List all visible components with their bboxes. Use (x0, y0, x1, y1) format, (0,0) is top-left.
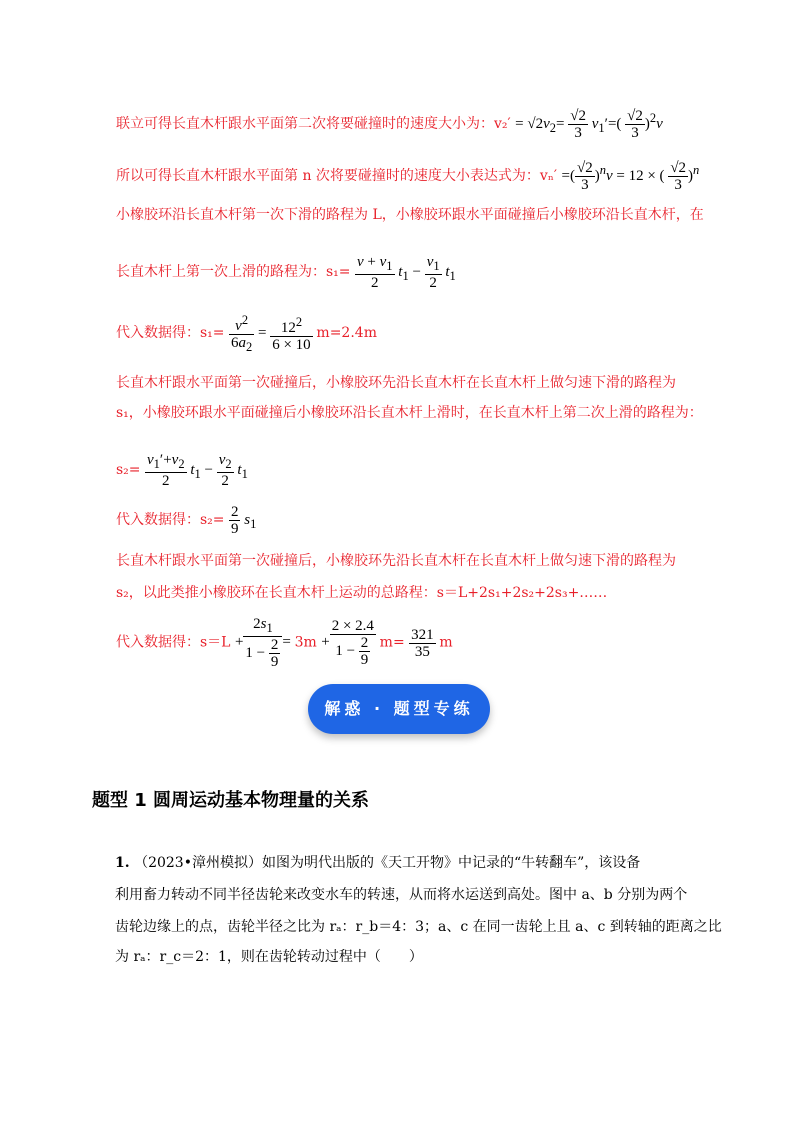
solution-line-7: s₁，小橡胶环跟水平面碰撞后小橡胶环沿长直木杆上滑时，在长直木杆上第二次上滑的路程为： (116, 405, 703, 421)
formula-v2: = $√2v_2=$ $\frac{√2}{3}$ $v_1'=$( $\frac{√2}{3}$ )$^2$v (515, 108, 663, 141)
question-number: 1. (115, 855, 130, 871)
question-line-1: 1. （2023•漳州模拟）如图为明代出版的《天工开物》中记录的“牛转翻车”，该设备 (115, 855, 641, 871)
solution-line-6: 长直木杆跟水平面第一次碰撞后，小橡胶环先沿长直木杆在长直木杆上做匀速下滑的路程为 (116, 375, 676, 391)
section-button[interactable]: 解惑 · 题型专练 (308, 684, 490, 734)
formula-vn: =( $\frac{√2}{3}$ )$^n$v = 12 × ( $\frac{√2}{3}$ )$^n$ (561, 160, 700, 193)
formula-s1-value: $\frac{v^2}{6a_2}$ = $\frac{12^2}{6 \times 10}$ (230, 313, 311, 354)
solution-line-3: 小橡胶环沿长直木杆第一次下滑的路程为 L，小橡胶环跟水平面碰撞后小橡胶环沿长直木杆，在 (116, 207, 704, 223)
solution-line-8: s₂= $\frac{v_1'+v_2}{2}$ $t_1$ − $\frac{v_2}{2}$ $t_1$ (116, 452, 248, 489)
formula-s2: $\frac{v_1'+v_2}{2}$ $t_1$ − $\frac{v_2}{2}$ $t_1$ (146, 452, 248, 489)
question-line-4: 为 rₐ：r_c＝2：1，则在齿轮转动过程中（ ） (115, 949, 423, 965)
question-line-2: 利用畜力转动不同半径齿轮来改变水车的转速，从而将水运送到高处。图中 a、b 分别为两个 (115, 887, 688, 903)
formula-s-total-2: + 2 × 2.4 1 − $\frac{2}{9}$ (321, 618, 374, 668)
formula-s2-value: $\frac{2}{9}$ $s_1$ (230, 504, 257, 537)
solution-line-2: 所以可得长直木杆跟水平面第 n 次将要碰撞时的速度大小表达式为：vₙ′ =( $\frac{√2}{3}$ )$^n$v = 12 × ( $\frac{√2}{3}$ )$^n$ (116, 160, 700, 193)
formula-s-result: $\frac{321}{35}$ (411, 626, 434, 660)
question-line-3: 齿轮边缘上的点，齿轮半径之比为 rₐ：r_b＝4：3；a、c 在同一齿轮上且 a、c 到转轴的距离之比 (115, 919, 722, 935)
formula-s1: $\frac{v + v_1}{2}$ $t_1$ − $\frac{v_1}{2}$ $t_1$ (356, 254, 456, 291)
solution-line-5: 代入数据得：s₁= $\frac{v^2}{6a_2}$ = $\frac{12^2}{6 \times 10}$ m=2.4m (116, 313, 377, 354)
formula-s-total: + $2s_1$ 1 − $\frac{2}{9}$ = (234, 616, 295, 670)
solution-line-12: 代入数据得：s＝L + $2s_1$ 1 − $\frac{2}{9}$ = 3m + 2 × 2.4 1 − $\frac{2}{9}$ m= $\frac{321}{35}$ m (116, 616, 453, 670)
section-heading: 题型 1 圆周运动基本物理量的关系 (92, 790, 370, 811)
solution-line-10: 长直木杆跟水平面第一次碰撞后，小橡胶环先沿长直木杆在长直木杆上做匀速下滑的路程为 (116, 553, 676, 569)
solution-line-4: 长直木杆上第一次上滑的路程为：s₁= $\frac{v + v_1}{2}$ $t_1$ − $\frac{v_1}{2}$ $t_1$ (116, 254, 456, 291)
solution-line-9: 代入数据得：s₂= $\frac{2}{9}$ $s_1$ (116, 504, 257, 537)
solution-line-1: 联立可得长直木杆跟水平面第二次将要碰撞时的速度大小为：$v_2' = √2v_2=$ $\frac{√2}{3}$ $v_1'=$( $\frac{√2}{3}$ )$^2$v (116, 108, 663, 141)
solution-line-11: s₂，以此类推小橡胶环在长直木杆上运动的总路程：s＝L+2s₁+2s₂+2s₃+…… (116, 585, 608, 601)
